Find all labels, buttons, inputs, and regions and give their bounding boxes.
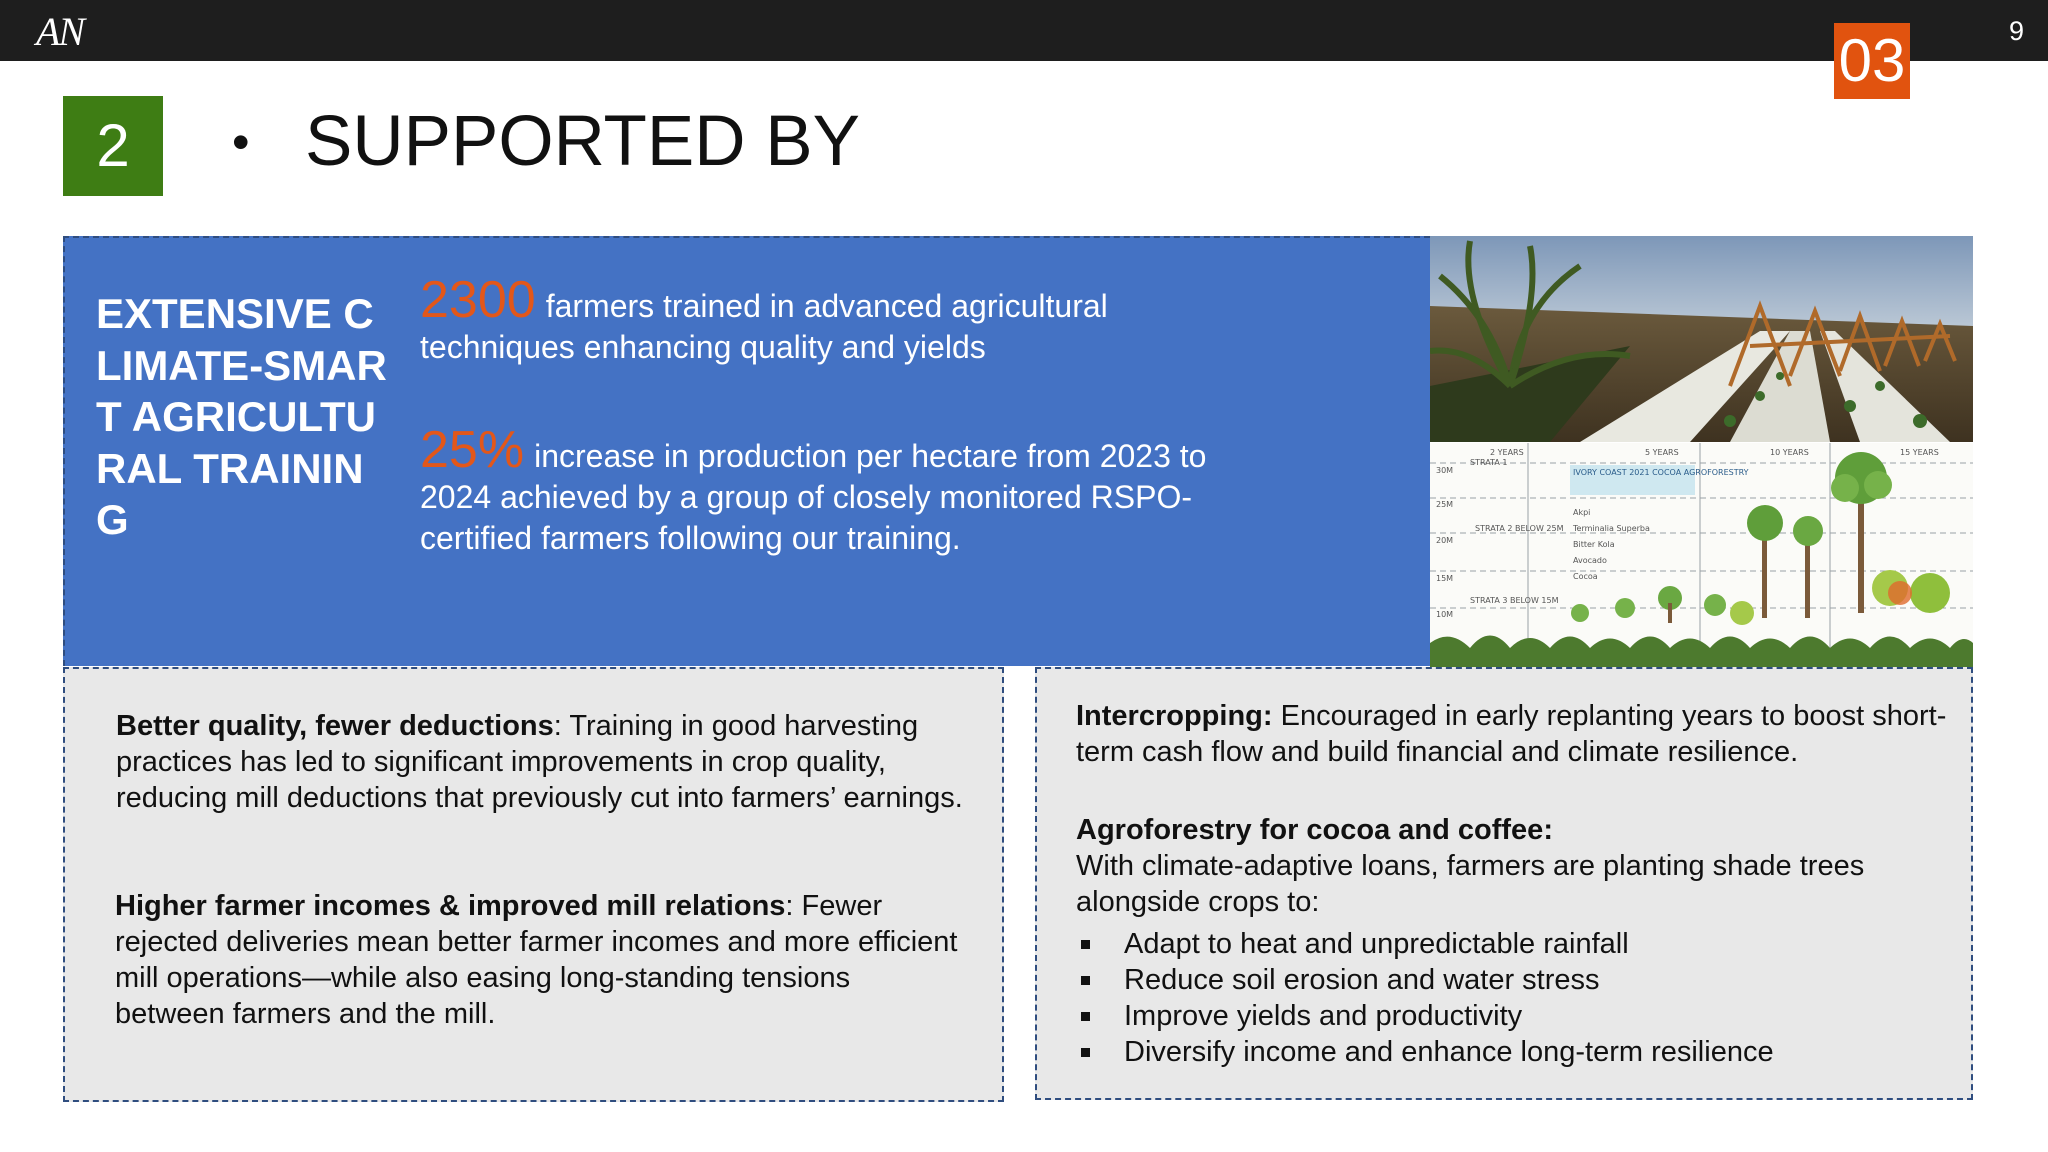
agroforestry-diagram-illustration — [1430, 443, 1973, 667]
quality-text: : Training in good harvesting practices has led to significant improvements in crop quality, reducing mill deductions that previously cut into farmers’ earnings. — [116, 710, 963, 814]
agroforestry-heading: Agroforestry for cocoa and coffee: — [1076, 814, 1553, 846]
diagram-species: Avocado — [1573, 556, 1607, 565]
diagram-row-label: 30M — [1436, 466, 1454, 475]
field-photo — [1430, 236, 1973, 442]
section-badge: 03 — [1834, 23, 1910, 99]
intercropping-heading: Intercropping: — [1076, 700, 1273, 732]
stat-value: 25% — [420, 421, 525, 479]
page-title: SUPPORTED BY — [305, 102, 860, 181]
list-item: Reduce soil erosion and water stress — [1076, 962, 1774, 998]
diagram-col-label: 10 YEARS — [1770, 448, 1809, 457]
diagram-strata-label: STRATA 2 BELOW 25M — [1475, 524, 1564, 533]
stat-text: farmers trained in advanced agricultural techniques enhancing quality and yields — [420, 288, 1108, 365]
list-item: Diversify income and enhance long-term resilience — [1076, 1034, 1774, 1070]
field-photo-illustration — [1430, 236, 1973, 442]
diagram-col-label: 5 YEARS — [1645, 448, 1679, 457]
quality-paragraph — [116, 708, 966, 816]
section-number: 2 — [63, 96, 163, 196]
page-number: 9 — [2008, 16, 2024, 46]
company-logo: AN — [36, 9, 84, 54]
stat-text: increase in production per hectare from 2023 to 2024 achieved by a group of closely monitored RSPO-certified farmers following our training. — [420, 438, 1207, 556]
square-bullet-icon — [1081, 1012, 1090, 1021]
income-heading: Higher farmer incomes & improved mill relations — [115, 890, 786, 922]
stat-farmers-trained — [420, 271, 1200, 368]
agroforestry-text: With climate-adaptive loans, farmers are planting shade trees alongside crops to: — [1076, 850, 1865, 918]
diagram-col-label: 15 YEARS — [1900, 448, 1939, 457]
income-text: : Fewer rejected deliveries mean better farmer incomes and more efficient mill operations—while also easing long-standing tensions between farmers and the mill. — [115, 890, 958, 1030]
list-item: Improve yields and productivity — [1076, 998, 1774, 1034]
square-bullet-icon — [1081, 976, 1090, 985]
diagram-species: Akpi — [1573, 508, 1591, 517]
top-bar — [0, 0, 2048, 61]
agroforestry-paragraph — [1076, 812, 1956, 920]
diagram-row-label: 25M — [1436, 500, 1454, 509]
square-bullet-icon — [1081, 940, 1090, 949]
intercropping-text: Encouraged in early replanting years to boost short-term cash flow and build financial and climate resilience. — [1076, 700, 1947, 768]
diagram-col-label: 2 YEARS — [1490, 448, 1524, 457]
diagram-note: IVORY COAST 2021 COCOA AGROFORESTRY — [1573, 468, 1749, 477]
agroforestry-diagram — [1430, 443, 1973, 667]
diagram-strata-label: STRATA 1 — [1470, 458, 1508, 467]
list-item: Adapt to heat and unpredictable rainfall — [1076, 926, 1774, 962]
title-bullet: • — [232, 114, 250, 170]
stat-value: 2300 — [420, 271, 536, 329]
diagram-row-label: 15M — [1436, 574, 1454, 583]
training-heading: EXTENSIVE CLIMATE-SMART AGRICULTURAL TRAINING — [96, 290, 387, 543]
diagram-species: Terminalia Superba — [1573, 524, 1650, 533]
income-paragraph — [115, 888, 965, 1032]
diagram-row-label: 20M — [1436, 536, 1454, 545]
diagram-species: Bitter Kola — [1573, 540, 1615, 549]
square-bullet-icon — [1081, 1048, 1090, 1057]
intercropping-paragraph — [1076, 698, 1956, 770]
agroforestry-benefits-list — [1076, 926, 1774, 1070]
diagram-row-label: 10M — [1436, 610, 1454, 619]
quality-heading: Better quality, fewer deductions — [116, 710, 554, 742]
stat-production-increase — [420, 421, 1240, 559]
diagram-strata-label: STRATA 3 BELOW 15M — [1470, 596, 1559, 605]
diagram-species: Cocoa — [1573, 572, 1598, 581]
